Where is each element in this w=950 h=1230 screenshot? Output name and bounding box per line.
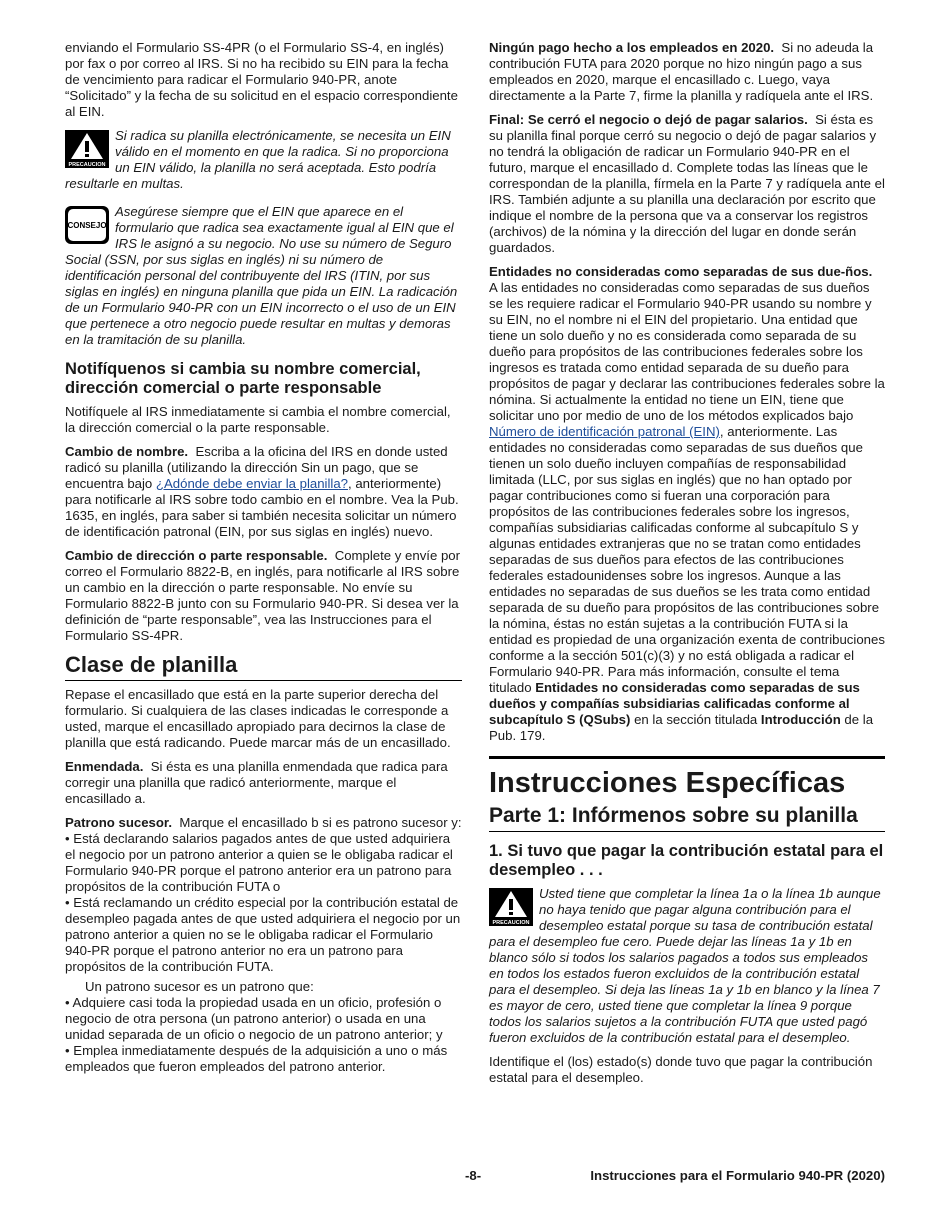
no-payments-heading: Ningún pago hecho a los empleados en 2020. [489,40,775,55]
specific-instructions-heading: Instrucciones Específicas [489,756,885,799]
list-item: • Adquiere casi toda la propiedad usada en un oficio, profesión o negocio de otra persona (un patrono anterior) o usada en una unidad separada de un oficio o negocio de un patrono anterior; y [65,995,443,1042]
part1-heading: Parte 1: Infórmenos sobre su planilla [489,803,885,832]
successor-definition: Un patrono sucesor es un patrono que: [85,979,314,994]
list-item: • Emplea inmediatamente después de la adquisición a uno o más empleados que fueron empleados del patrono anterior. [65,1043,448,1074]
tip-icon [65,206,109,244]
svg-text:PRECAUCION: PRECAUCION [492,920,530,926]
notify-heading: Notifíquenos si cambia su nombre comercial, dirección comercial o parte responsable [65,360,421,397]
caution-note [489,886,885,1046]
caution-text: Si radica su planilla electrónicamente, se necesita un EIN válido en el momento en que la radica. Si no proporciona un EIN válido, la planilla no será aceptada. Esto podría resultarle en multas. [65,128,451,191]
line1-heading: 1. Si tuvo que pagar la contribución estatal para el desempleo . . . [489,842,884,879]
caution-icon [65,130,109,168]
page-footer [65,1168,885,1188]
amended-paragraph: Enmendada. Si ésta es una planilla enmendada que radica para corregir una planilla que radicó anteriormente, marque el encasillado a. [65,759,448,806]
name-change-paragraph: Cambio de nombre. Escriba a la oficina del IRS en donde usted radicó su planilla (utilizando la dirección Sin un pago, que se encuentra bajo ¿Adónde debe enviar la planilla?, anteriormente) para notificarle al IRS sobre todo cambio en el nombre. Vea la Pub. 1635, en inglés, para saber si también necesita solicitar un número de identificación patronal (EIN, por sus siglas en inglés) nuevo. [65,444,459,539]
no-payments-paragraph: Ningún pago hecho a los empleados en 2020. Si no adeuda la contribución FUTA para 2020 porque no hizo ningún pago a sus empleados en 2020, marque el encasillado c. Luego, vaya directamente a la Parte 7, firme la planilla y radíquela ante el IRS. [489,40,874,103]
right-column [489,40,885,1094]
disregarded-entities-heading: Entidades no consideradas como separadas de sus due-ños. [489,264,873,279]
final-return-paragraph: Final: Se cerró el negocio o dejó de pagar salarios. Si ésta es su planilla final porque cerró su negocio o dejó de pagar salarios y no tendrá la obligación de radicar un Formulario 940-PR en el futuro, marque el encasillado d. Complete todas las líneas que le correspondan de la planilla, fírmela en la Parte 7 y radíquela ante el IRS. También adjunte a su planilla una declaración por escrito que indique el nombre de la persona que va a conservar los registros (archivos) de la nómina y la dirección del lugar en donde serán guardados. [489,112,885,255]
intro-paragraph: enviando el Formulario SS-4PR (o el Formulario SS-4, en inglés) por fax o por correo al IRS. Si no ha recibido su EIN para la fecha de vencimiento para radicar el Formulario 940-PR, anote “Solicitado” y la fecha de su solicitud en el espacio correspondiente al EIN. [65,40,458,119]
address-change-heading: Cambio de dirección o parte responsable. [65,548,328,563]
name-change-heading: Cambio de nombre. [65,444,189,459]
footer-title: Instrucciones para el Formulario 940-PR (2020) [590,1168,885,1183]
final-return-heading: Final: Se cerró el negocio o dejó de pagar salarios. [489,112,808,127]
left-column [65,40,462,1075]
notify-paragraph: Notifíquele al IRS inmediatamente si cambia el nombre comercial, la dirección comercial o la parte responsable. [65,404,451,435]
svg-text:CONSEJO: CONSEJO [67,221,107,230]
tip-note [65,204,462,348]
identify-states-paragraph: Identifique el (los) estado(s) donde tuvo que pagar la contribución estatal para el desempleo. [489,1054,873,1085]
amended-heading: Enmendada. [65,759,144,774]
successor-paragraph: Patrono sucesor. Marque el encasillado b si es patrono sucesor y: [65,815,462,830]
page-number: -8- [465,1168,482,1183]
ein-link[interactable]: Número de identificación patronal (EIN) [489,424,720,439]
successor-heading: Patrono sucesor. [65,815,172,830]
where-to-file-link[interactable]: ¿Adónde debe enviar la planilla? [155,476,349,491]
caution-icon [489,888,533,926]
return-type-heading: Clase de planilla [65,652,462,681]
caution-text: Usted tiene que completar la línea 1a o la línea 1b aunque no haya tenido que pagar alguna contribución para el desempleo estatal porque su tasa de contribución estatal para el desempleo fue cero. Puede dejar las líneas 1a y 1b en blanco sólo si todos los salarios pagados a todos sus empleados en todos los estados fueron excluidos de la contribución estatal para el desempleo. Si deja las líneas 1a y 1b en blanco y la línea 7 es mayor de cero, usted tiene que completar la línea 9 porque todos los salarios sujetos a la contribución FUTA que usted pagó fueron excluidos de la contribución estatal para el desempleo. [489,886,881,1045]
list-item: • Está reclamando un crédito especial por la contribución estatal de desempleo pagada antes de que usted adquiriera el negocio por un patrono anterior a quien no se le obligaba radicar el Formulario 940-PR porque el patrono anterior no era un patrono para propósitos de la contribución FUTA. [65,895,461,974]
svg-text:PRECAUCION: PRECAUCION [68,162,106,168]
caution-note [65,128,462,192]
address-change-paragraph: Cambio de dirección o parte responsable. Complete y envíe por correo el Formulario 8822-B, en inglés, para notificarle al IRS sobre un cambio en la dirección o parte responsable. No envíe su Formulario 8822-B junto con su Formulario 940-PR. Si desea ver la definición de “parte responsable”, vea las Instrucciones para el Formulario SS-4PR. [65,548,461,643]
return-type-paragraph: Repase el encasillado que está en la parte superior derecha del formulario. Si cualquiera de las clases indicadas le corresponde a usted, marque el encasillado apropiado para decirnos la clase de planilla que está radicando. Puede marcar más de un encasillado. [65,687,451,750]
tip-text: Asegúrese siempre que el EIN que aparece en el formulario que radica sea exactamente igual al EIN que el IRS le asignó a su negocio. No use su número de Seguro Social (SSN, por sus siglas en inglés) ni su número de identificación personal del contribuyente del IRS (ITIN, por sus siglas en inglés) en ninguna planilla que pida un EIN. La radicación de un Formulario 940-PR con un EIN incorrecto o el uso de un EIN que pertenece a otro negocio puede resultar en multas y demoras en la tramitación de su planilla. [65,204,458,347]
disregarded-entities-paragraph: Entidades no consideradas como separadas de sus due-ños. A las entidades no consideradas como separadas de sus dueños se les requiere radicar el Formulario 940-PR usando su nombre y su EIN, no el nombre ni el EIN del propietario. Una entidad que tiene un solo dueño y no es considerada como separada de su dueño para propósitos de las contribuciones federales sobre los ingresos es tratada como entidad separada de su dueño para propósitos de pagar y declarar las contribuciones federales sobre la nómina. Si actualmente la entidad no tiene un EIN, tiene que solicitar uno por medio de uno de los métodos explicados bajo Número de identificación patronal (EIN), anteriormente. Las entidades no consideradas como separadas de sus dueños que tienen un solo dueño incluyen compañías de responsabilidad limitada (LLC, por sus siglas en inglés) que no han optado por pagar contribuciones como si fueran una corporación para propósitos de las contribuciones federales sobre los ingresos, compañías subsidiarias calificadas conforme al subcapítulo S y algunas entidades extranjeras que no se tratan como entidades separadas de sus dueños para efectos de las contribuciones federales estadounidenses sobre los ingresos. Aunque a las entidades no separadas de sus dueños se les trata como entidad separada de su dueño para propósitos de las contribuciones sobre la nómina, éstas no están sujetas a la contribución FUTA si la entidad es propiedad de una organización exenta de contribuciones conforme a la sección 501(c)(3) y no está obligada a radicar el Formulario 940-PR. Para más información, consulte el tema titulado Entidades no consideradas como separadas de sus dueños y compañías subsidiarias calificadas conforme al subcapítulo S (QSubs) en la sección titulada Introducción de la Pub. 179. [489,264,885,743]
list-item: • Está declarando salarios pagados antes de que usted adquiriera el negocio por un patrono anterior a quien se le obligaba radicar el Formulario 940-PR porque el patrono anterior era un patrono para propósitos de la contribución FUTA o [65,831,453,894]
